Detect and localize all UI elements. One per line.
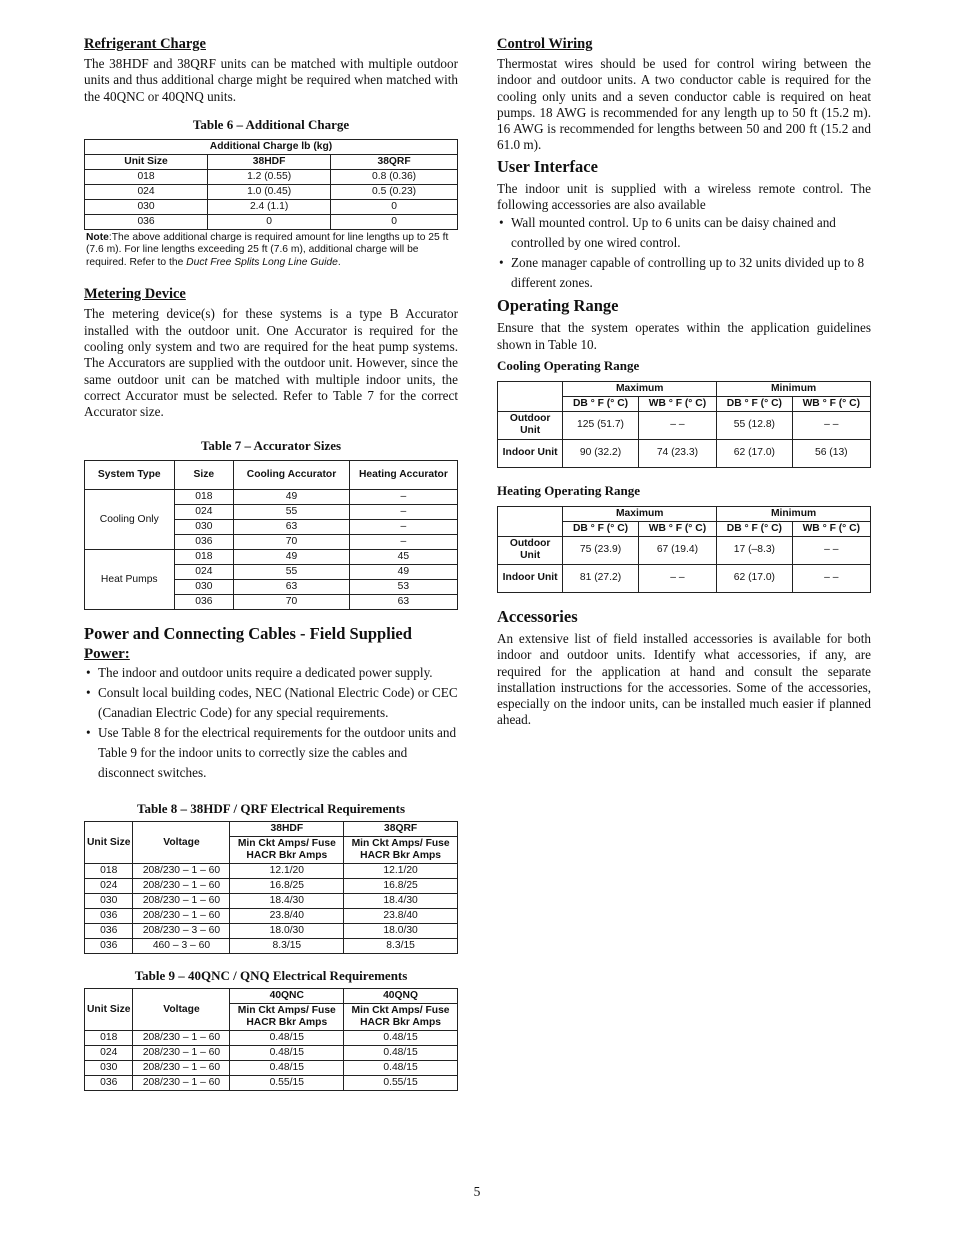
table7-header-cell: Heating Accurator xyxy=(349,461,457,490)
heating-range-caption: Heating Operating Range xyxy=(497,482,640,498)
list-item: • Use Table 8 for the electrical requirements for the outdoor units and Table 9 for the indoor units to correctly size the cables and disconnect switches. xyxy=(84,723,458,783)
list-item: • Zone manager capable of controlling up to 32 units divided up to 8 different zones. xyxy=(497,253,871,293)
table-cell: 55 (12.8) xyxy=(717,411,793,439)
table-cell: 62 (17.0) xyxy=(717,564,793,592)
table-cell: 49 xyxy=(234,490,350,505)
table9-model-header: 40QNC xyxy=(230,989,344,1004)
table8-electrical-requirements xyxy=(84,821,458,954)
sub-header: WB ° F (° C) xyxy=(638,521,716,536)
table-cell: 036 xyxy=(85,939,133,954)
table-cell: 18.0/30 xyxy=(344,924,458,939)
table9-sub-header: Min Ckt Amps/ Fuse HACR Bkr Amps xyxy=(344,1004,458,1031)
table-cell: 208/230 – 1 – 60 xyxy=(133,879,230,894)
table-row xyxy=(85,1061,458,1076)
table-cell: 23.8/40 xyxy=(344,909,458,924)
table-cell: 49 xyxy=(234,550,350,565)
table-cell: 208/230 – 1 – 60 xyxy=(133,1046,230,1061)
table-cell: 62 (17.0) xyxy=(717,439,793,467)
metering-device-heading: Metering Device xyxy=(84,286,186,303)
table-cell: 036 xyxy=(174,595,234,610)
row-label: Indoor Unit xyxy=(498,564,563,592)
table-row xyxy=(498,439,871,467)
table-cell: 18.0/30 xyxy=(230,924,344,939)
table-cell: 23.8/40 xyxy=(230,909,344,924)
table-cell: 74 (23.3) xyxy=(638,439,716,467)
table-row xyxy=(85,199,458,214)
table6-header-cell: Unit Size xyxy=(85,154,208,169)
table-cell: 70 xyxy=(234,535,350,550)
table-cell: 208/230 – 1 – 60 xyxy=(133,1076,230,1091)
table-row xyxy=(85,184,458,199)
table9-voltage-header: Voltage xyxy=(133,989,230,1031)
table-row xyxy=(85,1076,458,1091)
table9-caption: Table 9 – 40QNC / QNQ Electrical Requirements xyxy=(134,968,408,984)
sub-header: WB ° F (° C) xyxy=(638,396,716,411)
table7-header-cell: System Type xyxy=(85,461,175,490)
heating-operating-range-table xyxy=(497,506,871,593)
table-cell: 208/230 – 1 – 60 xyxy=(133,864,230,879)
table-cell: 12.1/20 xyxy=(230,864,344,879)
table7-caption: Table 7 – Accurator Sizes xyxy=(200,438,342,454)
table-cell: 030 xyxy=(174,580,234,595)
accessories-text: An extensive list of field installed accessories is available for both indoor and outdoor units. Identify what accessories, if any, are required for the application at hand and consult the separate installation instructions for the accessories. Some of the accessories, especially on the indoor units, can be installed much easier if planned ahead. xyxy=(497,630,871,728)
table-cell: – xyxy=(349,535,457,550)
group-header: Maximum xyxy=(563,381,717,396)
table-cell: 8.3/15 xyxy=(230,939,344,954)
group-header: Minimum xyxy=(717,506,871,521)
power-bullet-list xyxy=(84,663,458,783)
table-cell: 024 xyxy=(85,1046,133,1061)
table9-sub-header: Min Ckt Amps/ Fuse HACR Bkr Amps xyxy=(230,1004,344,1031)
table-cell: 0.8 (0.36) xyxy=(331,169,458,184)
table-cell: 030 xyxy=(85,894,133,909)
table-row xyxy=(85,214,458,229)
table-cell: 0 xyxy=(208,214,331,229)
table-cell: 024 xyxy=(174,505,234,520)
table-cell: 70 xyxy=(234,595,350,610)
table-cell: 0.5 (0.23) xyxy=(331,184,458,199)
table-cell: 0.55/15 xyxy=(230,1076,344,1091)
table-cell: 17 (–8.3) xyxy=(717,536,793,564)
row-label: Outdoor Unit xyxy=(498,536,563,564)
group-header: Maximum xyxy=(563,506,717,521)
table-row xyxy=(498,536,871,564)
table-cell: 81 (27.2) xyxy=(563,564,639,592)
table-cell: 018 xyxy=(174,550,234,565)
table-cell: 036 xyxy=(85,214,208,229)
table-cell: 16.8/25 xyxy=(230,879,344,894)
table-cell: 208/230 – 1 – 60 xyxy=(133,909,230,924)
note-text: :The above additional charge is required amount for line lengths up to 25 ft (7.6 m). For line lengths exceeding 25 ft (7.6 m), additional charge will be required. Refer to the xyxy=(86,231,449,268)
table-cell: 53 xyxy=(349,580,457,595)
page-number: 5 xyxy=(473,1184,481,1199)
table-cell: 024 xyxy=(85,879,133,894)
control-wiring-text: Thermostat wires should be used for control wiring between the indoor and outdoor units. A two conductor cable is required for the cooling only units and a seven conductor cable is required on heat pumps. 18 AWG is recommended for any length up to 50 ft (15.2 m). 16 AWG is recommended for lengths between 50 and 200 ft (15.2 and 61.0 m). xyxy=(497,56,871,153)
table-cell: 018 xyxy=(174,490,234,505)
list-item: • Wall mounted control. Up to 6 units can be daisy chained and controlled by one wired control. xyxy=(497,213,871,253)
sub-header: DB ° F (° C) xyxy=(563,521,639,536)
table-cell: 024 xyxy=(85,184,208,199)
table-cell: 208/230 – 1 – 60 xyxy=(133,894,230,909)
table7-header-cell: Size xyxy=(174,461,234,490)
table-cell: – – xyxy=(792,536,870,564)
table-row xyxy=(85,924,458,939)
table-cell: 0.48/15 xyxy=(344,1031,458,1046)
table8-voltage-header: Voltage xyxy=(133,822,230,864)
table8-caption: Table 8 – 38HDF / QRF Electrical Requirements xyxy=(136,801,406,817)
table-row xyxy=(85,894,458,909)
table-row xyxy=(85,490,458,505)
table9-electrical-requirements xyxy=(84,988,458,1091)
table-cell: 018 xyxy=(85,1031,133,1046)
table8-model-header: 38QRF xyxy=(344,822,458,837)
user-interface-text: The indoor unit is supplied with a wireless remote control. The following accessories are also available xyxy=(497,180,871,213)
table-cell: 55 xyxy=(234,505,350,520)
table-cell: 018 xyxy=(85,169,208,184)
table-cell: 0.48/15 xyxy=(230,1046,344,1061)
list-item: • The indoor and outdoor units require a dedicated power supply. xyxy=(84,663,458,683)
table-cell: 036 xyxy=(85,1076,133,1091)
user-interface-bullet-list xyxy=(497,213,871,293)
operating-range-text: Ensure that the system operates within the application guidelines shown in Table 10. xyxy=(497,320,871,352)
table-cell: 208/230 – 3 – 60 xyxy=(133,924,230,939)
table-cell: 67 (19.4) xyxy=(638,536,716,564)
table-cell: – – xyxy=(792,411,870,439)
table-row xyxy=(85,879,458,894)
table-cell: 036 xyxy=(85,909,133,924)
table-cell: 208/230 – 1 – 60 xyxy=(133,1061,230,1076)
table-cell: 0.48/15 xyxy=(344,1061,458,1076)
table9-unit-size-header: Unit Size xyxy=(85,989,133,1031)
table-cell: 63 xyxy=(234,520,350,535)
table-cell: – – xyxy=(792,564,870,592)
table-cell: 018 xyxy=(85,864,133,879)
table-row xyxy=(85,864,458,879)
table-cell: 75 (23.9) xyxy=(563,536,639,564)
table-cell: 0.55/15 xyxy=(344,1076,458,1091)
control-wiring-heading: Control Wiring xyxy=(497,36,593,52)
table7-header-cell: Cooling Accurator xyxy=(234,461,350,490)
table-cell: 63 xyxy=(349,595,457,610)
cooling-operating-range-table xyxy=(497,381,871,468)
table-cell: 16.8/25 xyxy=(344,879,458,894)
table-corner-cell xyxy=(498,506,563,536)
table-cell: 0.48/15 xyxy=(344,1046,458,1061)
table-cell: 125 (51.7) xyxy=(563,411,639,439)
sub-header: DB ° F (° C) xyxy=(717,396,793,411)
sub-header: WB ° F (° C) xyxy=(792,396,870,411)
note-end: . xyxy=(337,256,341,268)
table-cell: – – xyxy=(638,564,716,592)
table-row xyxy=(498,411,871,439)
table-cell: 0.48/15 xyxy=(230,1061,344,1076)
table-cell: 208/230 – 1 – 60 xyxy=(133,1031,230,1046)
table7-accurator-sizes xyxy=(84,460,458,610)
operating-range-heading: Operating Range xyxy=(497,296,619,316)
table-cell: 0 xyxy=(331,214,458,229)
table6-header-cell: 38HDF xyxy=(208,154,331,169)
table-cell: 55 xyxy=(234,565,350,580)
table-row xyxy=(85,550,458,565)
table-cell: – – xyxy=(638,411,716,439)
table-corner-cell xyxy=(498,381,563,411)
refrigerant-charge-text: The 38HDF and 38QRF units can be matched with multiple outdoor units and thus additional charge might be required when matched with the 40QNC or 40QNQ units. xyxy=(84,56,458,104)
cooling-range-caption: Cooling Operating Range xyxy=(497,357,640,373)
table9-model-header: 40QNQ xyxy=(344,989,458,1004)
table-row xyxy=(498,564,871,592)
right-column xyxy=(497,36,871,729)
left-column xyxy=(84,36,458,1091)
table-cell: 1.0 (0.45) xyxy=(208,184,331,199)
table-cell: 18.4/30 xyxy=(344,894,458,909)
table-cell: – xyxy=(349,490,457,505)
power-cables-heading: Power and Connecting Cables - Field Supplied xyxy=(84,624,412,644)
table-cell: 036 xyxy=(85,924,133,939)
table-row xyxy=(85,1046,458,1061)
table8-model-header: 38HDF xyxy=(230,822,344,837)
table-cell: 8.3/15 xyxy=(344,939,458,954)
table-cell: 030 xyxy=(85,1061,133,1076)
table8-sub-header: Min Ckt Amps/ Fuse HACR Bkr Amps xyxy=(344,837,458,864)
table-cell: 030 xyxy=(85,199,208,214)
row-label: Outdoor Unit xyxy=(498,411,563,439)
note-label: Note xyxy=(86,231,109,243)
sub-header: DB ° F (° C) xyxy=(563,396,639,411)
sub-header: WB ° F (° C) xyxy=(792,521,870,536)
table8-unit-size-header: Unit Size xyxy=(85,822,133,864)
table-cell: 2.4 (1.1) xyxy=(208,199,331,214)
row-label: Indoor Unit xyxy=(498,439,563,467)
table6-header-cell: 38QRF xyxy=(331,154,458,169)
table-cell: 0.48/15 xyxy=(230,1031,344,1046)
table-cell: 0 xyxy=(331,199,458,214)
table-cell: 1.2 (0.55) xyxy=(208,169,331,184)
group-header: Minimum xyxy=(717,381,871,396)
table-row xyxy=(85,169,458,184)
table6-additional-charge xyxy=(84,139,458,230)
note-guide-title: Duct Free Splits Long Line Guide xyxy=(186,256,338,268)
list-item: • Consult local building codes, NEC (National Electric Code) or CEC (Canadian Electric Code) for any special requirements. xyxy=(84,683,458,723)
table-cell: 030 xyxy=(174,520,234,535)
metering-device-text: The metering device(s) for these systems is a type B Accurator installed with the outdoor unit. One Accurator is required for the cooling only system and two are required for the heat pump systems. The Accurators are supplied with the outdoor unit. However, since the same outdoor unit can be matched with multiple indoor units, the correct Accurator must be selected. Refer to Table 7 for the correct Accurator size. xyxy=(84,306,458,420)
table6-group-header: Additional Charge lb (kg) xyxy=(85,139,458,154)
refrigerant-charge-heading: Refrigerant Charge xyxy=(84,36,206,52)
table-cell: 63 xyxy=(234,580,350,595)
system-type-cell: Cooling Only xyxy=(85,490,175,550)
table-row xyxy=(85,939,458,954)
table-cell: 45 xyxy=(349,550,457,565)
power-subheading: Power: xyxy=(84,646,130,663)
system-type-cell: Heat Pumps xyxy=(85,550,175,610)
table-cell: 56 (13) xyxy=(792,439,870,467)
table-cell: 036 xyxy=(174,535,234,550)
table-row xyxy=(85,1031,458,1046)
accessories-heading: Accessories xyxy=(497,606,578,626)
table-cell: – xyxy=(349,520,457,535)
table-cell: 18.4/30 xyxy=(230,894,344,909)
table-cell: 024 xyxy=(174,565,234,580)
table-cell: – xyxy=(349,505,457,520)
user-interface-heading: User Interface xyxy=(497,156,598,176)
sub-header: DB ° F (° C) xyxy=(717,521,793,536)
table-cell: 49 xyxy=(349,565,457,580)
table-row xyxy=(85,909,458,924)
table-cell: 460 – 3 – 60 xyxy=(133,939,230,954)
table-cell: 90 (32.2) xyxy=(563,439,639,467)
table8-sub-header: Min Ckt Amps/ Fuse HACR Bkr Amps xyxy=(230,837,344,864)
table6-caption: Table 6 – Additional Charge xyxy=(192,116,350,132)
table6-note xyxy=(84,230,458,270)
table-cell: 12.1/20 xyxy=(344,864,458,879)
